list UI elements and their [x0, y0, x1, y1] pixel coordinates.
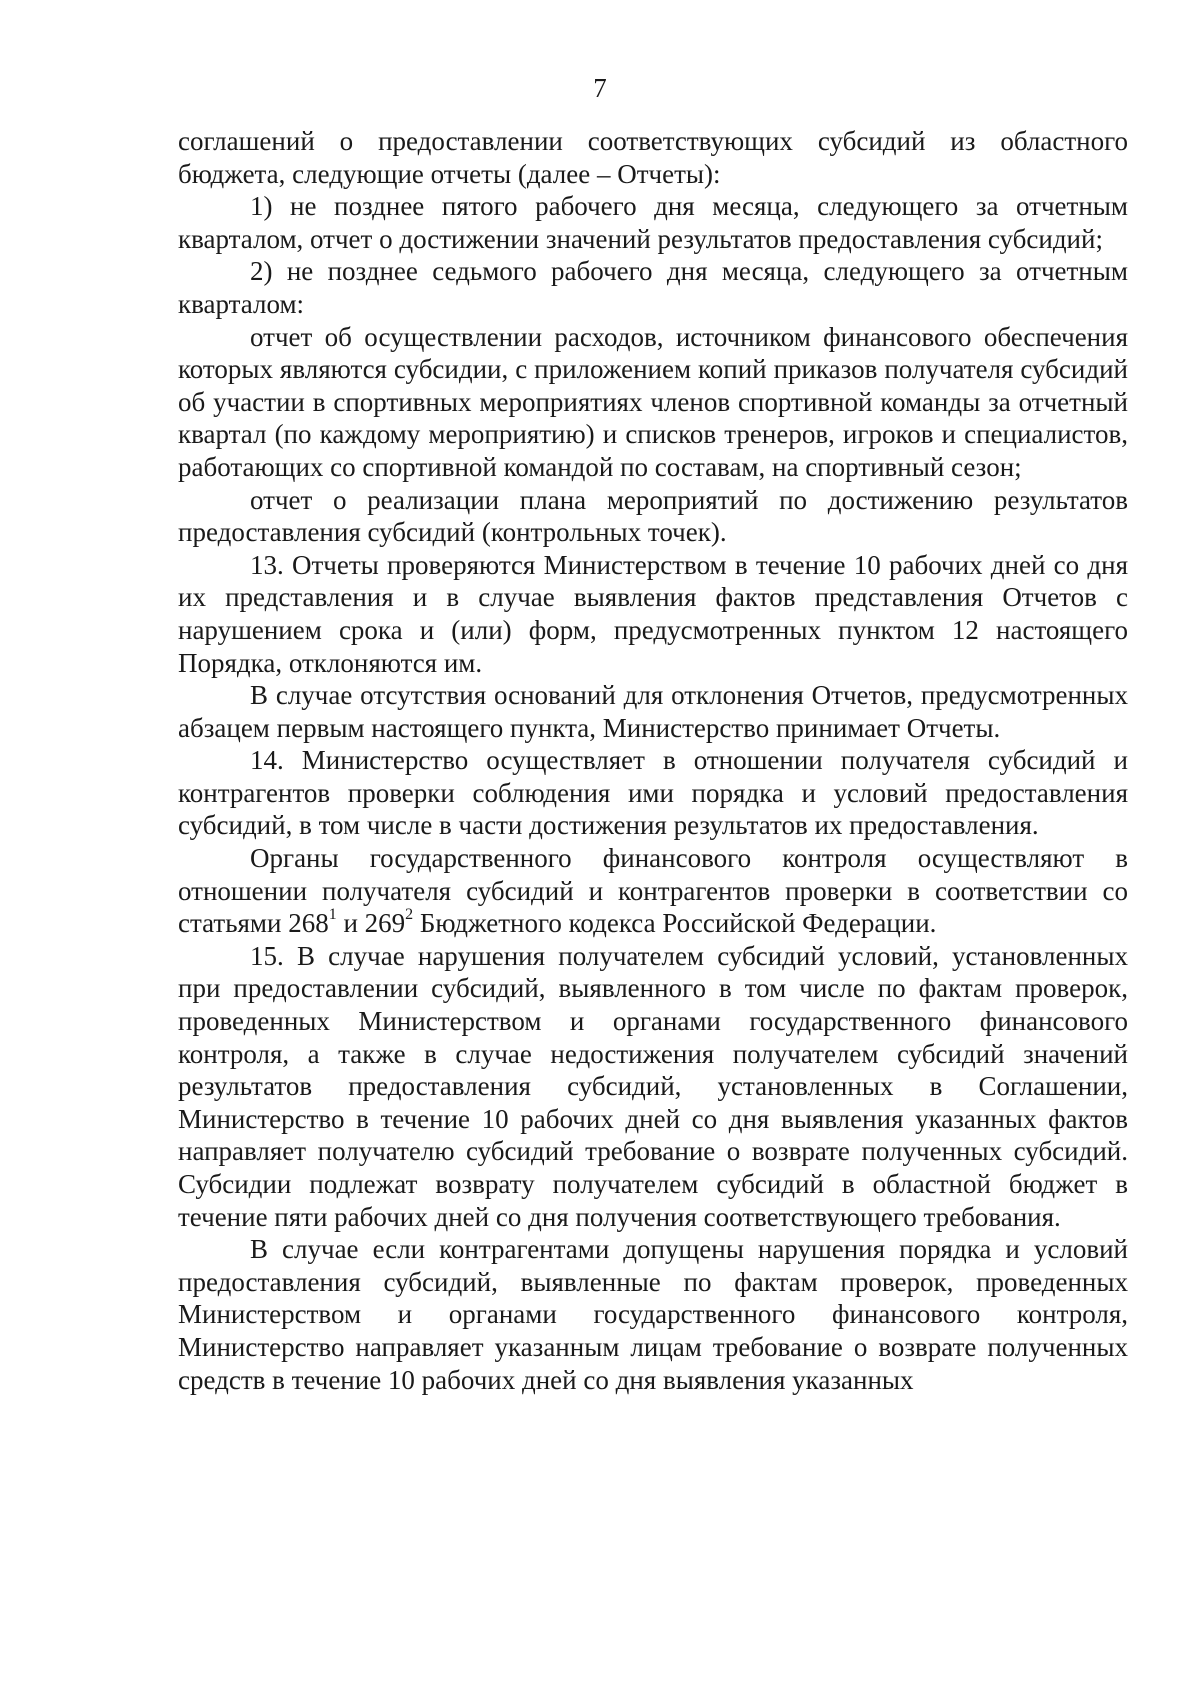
paragraph-intro: соглашений о предоставлении соответствующих субсидий из областного бюджета, следующие отчеты (далее – Отчеты):	[178, 126, 1128, 189]
paragraph-expense-report: отчет об осуществлении расходов, источником финансового обеспечения которых являются субсидии, с приложением копий приказов получателя субсидий об участии в спортивных мероприятиях членов спортивной команды за отчетный квартал (по каждому мероприятию) и списков тренеров, игроков и специалистов, работающих со спортивной командой по составам, на спортивный сезон;	[178, 321, 1128, 482]
document-body	[178, 125, 1128, 1396]
paragraph-clause-13: 13. Отчеты проверяются Министерством в течение 10 рабочих дней со дня их представления и в случае выявления фактов представления Отчетов с нарушением срока и (или) форм, предусмотренных пунктом 12 настоящего Порядка, отклоняются им.	[178, 549, 1128, 678]
paragraph-item-2: 2) не позднее седьмого рабочего дня месяца, следующего за отчетным кварталом:	[178, 256, 1128, 319]
paragraph-clause-15: 15. В случае нарушения получателем субсидий условий, установленных при предоставлении субсидий, выявленного в том числе по фактам проверок, проведенных Министерством и органами государственного финансового контроля, а также в случае недостижения получателем субсидий значений результатов предоставления субсидий, установленных в Соглашении, Министерство в течение 10 рабочих дней со дня выявления указанных фактов направляет получателю субсидий требование о возврате полученных субсидий. Субсидии подлежат возврату получателем субсидий в областной бюджет в течение пяти рабочих дней со дня получения соответствующего требования.	[178, 940, 1128, 1232]
paragraph-contractors: В случае если контрагентами допущены нарушения порядка и условий предоставления субсидий, выявленные по фактам проверок, проведенных Министерством и органами государственного финансового контроля, Министерство направляет указанным лицам требование о возврате полученных средств в течение 10 рабочих дней со дня выявления указанных	[178, 1234, 1128, 1395]
paragraph-item-1: 1) не позднее пятого рабочего дня месяца, следующего за отчетным кварталом, отчет о достижении значений результатов предоставления субсидий;	[178, 191, 1128, 254]
financial-control-text-1: Органы государственного финансового контроля осуществляют в отношении получателя субсидий и контрагентов проверки в соответствии со статьями 268	[178, 843, 1128, 939]
superscript-1: 1	[328, 906, 337, 924]
paragraph-clause-14: 14. Министерство осуществляет в отношении получателя субсидий и контрагентов проверки соблюдения ими порядка и условий предоставления субсидий, в том числе в части достижения результатов их предоставления.	[178, 745, 1128, 841]
paragraph-plan-report: отчет о реализации плана мероприятий по достижению результатов предоставления субсидий (контрольных точек).	[178, 484, 1128, 548]
page-number: 7	[593, 73, 607, 103]
paragraph-acceptance: В случае отсутствия оснований для отклонения Отчетов, предусмотренных абзацем первым настоящего пункта, Министерство принимает Отчеты.	[178, 680, 1128, 743]
superscript-2: 2	[405, 906, 414, 924]
financial-control-text-3: Бюджетного кодекса Российской Федерации.	[413, 908, 937, 939]
financial-control-text-2: и 269	[336, 908, 406, 939]
paragraph-financial-control	[178, 842, 1128, 940]
